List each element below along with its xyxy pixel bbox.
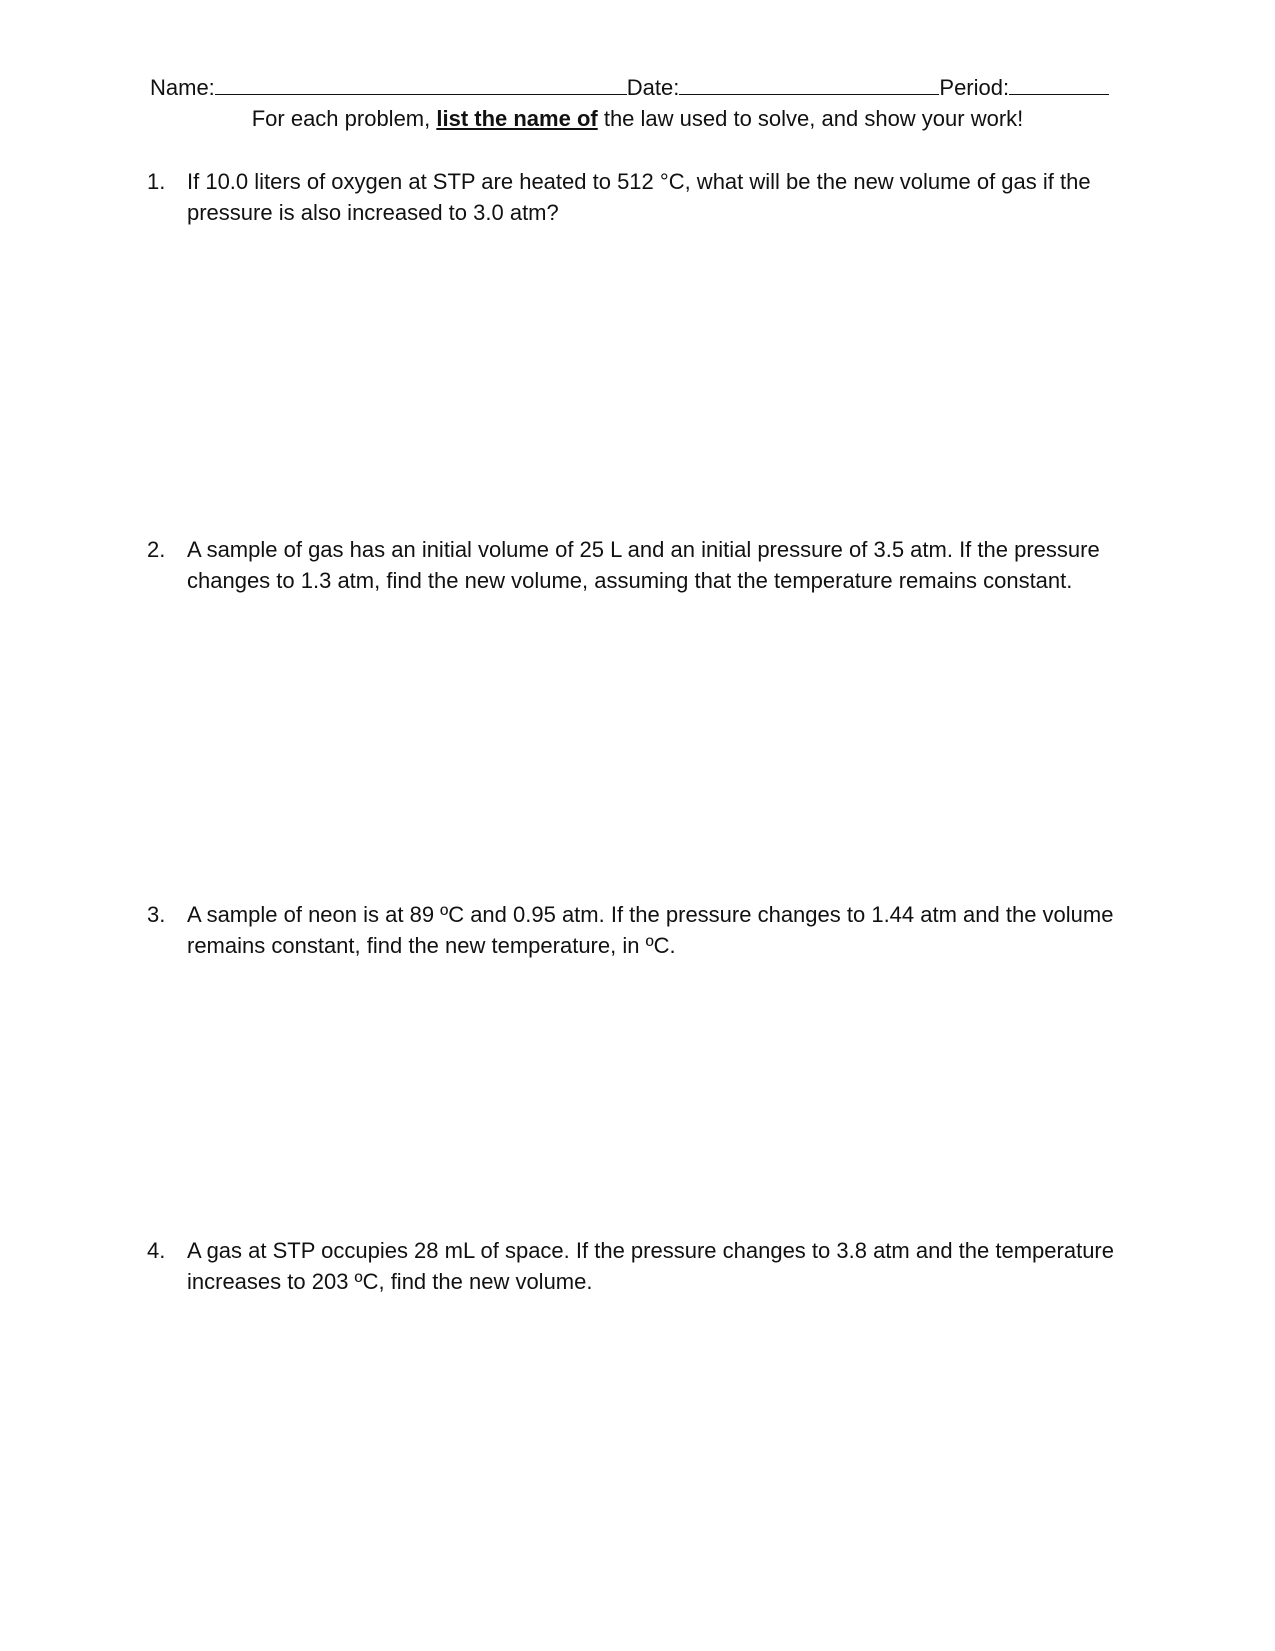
problem-number: 4. [147,1238,166,1263]
problem-text: A gas at STP occupies 28 mL of space. If the pressure changes to 3.8 atm and the temperature increases to 203 ºC, find the new volume. [187,1238,1114,1294]
problem-number: 3. [147,902,166,927]
problem-number: 2. [147,537,166,562]
date-blank [679,74,939,95]
instructions-emphasis: list the name of [436,106,598,131]
name-blank [215,74,627,95]
problem-text: A sample of gas has an initial volume of 25 L and an initial pressure of 3.5 atm. If the pressure changes to 1.3 atm, find the new volume, assuming that the temperature remains constant. [187,537,1100,593]
problem-number: 1. [147,169,166,194]
student-info-line [150,74,1150,102]
problem-1 [147,166,1147,228]
problem-3 [147,899,1147,961]
problem-2 [147,534,1147,596]
instructions-before: For each problem, [251,106,437,131]
instructions [0,105,1275,133]
period-label: Period: [939,75,1010,100]
problem-text: If 10.0 liters of oxygen at STP are heated to 512 °C, what will be the new volume of gas if the pressure is also increased to 3.0 atm? [187,169,1091,225]
date-label: Date: [626,75,680,100]
problem-text: A sample of neon is at 89 ºC and 0.95 atm. If the pressure changes to 1.44 atm and the volume remains constant, find the new temperature, in ºC. [187,902,1114,958]
instructions-after: the law used to solve, and show your work! [597,106,1024,131]
name-label: Name: [150,75,215,100]
period-blank [1009,74,1109,95]
problem-4 [147,1235,1147,1297]
